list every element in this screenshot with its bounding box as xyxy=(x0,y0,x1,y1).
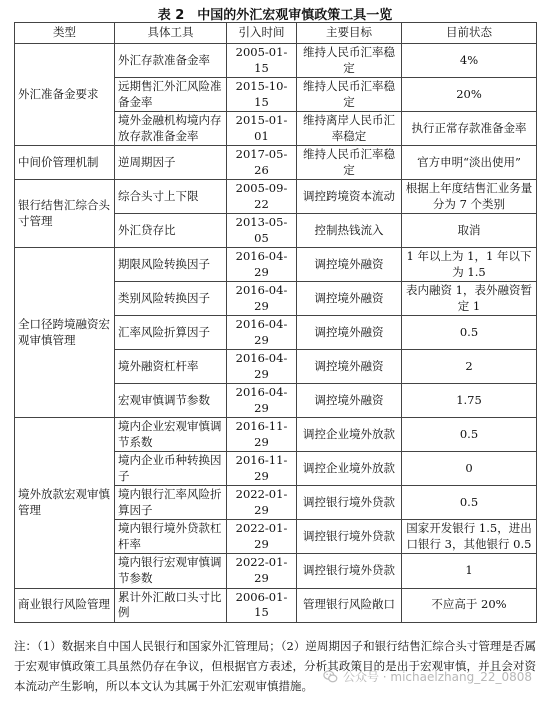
date-cell: 2017-05-26 xyxy=(227,146,297,180)
table-row xyxy=(15,588,537,622)
tool-cell: 境内银行宏观审慎调节参数 xyxy=(115,554,227,588)
status-cell: 表内融资 1，表外融资暂定 1 xyxy=(402,282,537,316)
date-cell: 2022-01-29 xyxy=(227,554,297,588)
header-goal: 主要目标 xyxy=(297,23,402,44)
header-row xyxy=(15,23,537,44)
tool-cell: 境内银行汇率风险折算因子 xyxy=(115,486,227,520)
tool-cell: 境外融资杠杆率 xyxy=(115,350,227,384)
tool-cell: 综合头寸上下限 xyxy=(115,180,227,214)
tool-cell: 宏观审慎调节参数 xyxy=(115,384,227,418)
tool-cell: 外汇贷存比 xyxy=(115,214,227,248)
table-row xyxy=(15,44,537,78)
date-cell: 2005-01-15 xyxy=(227,44,297,78)
date-cell: 2016-04-29 xyxy=(227,248,297,282)
status-cell: 0 xyxy=(402,452,537,486)
wechat-icon xyxy=(323,669,338,684)
date-cell: 2013-05-05 xyxy=(227,214,297,248)
goal-cell: 调控境外融资 xyxy=(297,350,402,384)
policy-table xyxy=(14,22,537,623)
tool-cell: 累计外汇敞口头寸比例 xyxy=(115,588,227,622)
tool-cell: 远期售汇外汇风险准备金率 xyxy=(115,78,227,112)
watermark-text: 公众号 · michaelzhang_22_0808 xyxy=(342,670,532,684)
status-cell: 1 年以上为 1，1 年以下为 1.5 xyxy=(402,248,537,282)
status-cell: 官方申明“淡出使用” xyxy=(402,146,537,180)
header-date: 引入时间 xyxy=(227,23,297,44)
category-cell: 银行结售汇综合头寸管理 xyxy=(15,180,115,248)
status-cell: 执行正常存款准备金率 xyxy=(402,112,537,146)
tool-cell: 境外金融机构境内存放存款准备金率 xyxy=(115,112,227,146)
goal-cell: 维持人民币汇率稳定 xyxy=(297,146,402,180)
goal-cell: 调控企业境外放款 xyxy=(297,452,402,486)
header-tool: 具体工具 xyxy=(115,23,227,44)
goal-cell: 维持人民币汇率稳定 xyxy=(297,78,402,112)
table-row xyxy=(15,180,537,214)
tool-cell: 境内企业币种转换因子 xyxy=(115,452,227,486)
date-cell: 2016-04-29 xyxy=(227,384,297,418)
category-cell: 全口径跨境融资宏观审慎管理 xyxy=(15,248,115,418)
status-cell: 1 xyxy=(402,554,537,588)
goal-cell: 管理银行风险敞口 xyxy=(297,588,402,622)
status-cell: 0.5 xyxy=(402,486,537,520)
table-row xyxy=(15,418,537,452)
goal-cell: 调控银行境外贷款 xyxy=(297,486,402,520)
date-cell: 2006-01-15 xyxy=(227,588,297,622)
date-cell: 2016-04-29 xyxy=(227,350,297,384)
status-cell: 国家开发银行 1.5，进出口银行 3，其他银行 0.5 xyxy=(402,520,537,554)
footnote: 注：（1）数据来自中国人民银行和国家外汇管理局；（2）逆周期因子和银行结售汇综合头寸管理是否属于宏观审慎政策工具虽然仍存在争议，但根据官方表述，分析其政策目的是出于宏观审慎，并且会对资本流动产生影响，所以本文认为其属于外汇宏观审慎措施。 xyxy=(14,639,536,693)
tool-cell: 类别风险转换因子 xyxy=(115,282,227,316)
status-cell: 0.5 xyxy=(402,316,537,350)
category-cell: 外汇准备金要求 xyxy=(15,44,115,146)
goal-cell: 调控银行境外贷款 xyxy=(297,554,402,588)
goal-cell: 调控境外融资 xyxy=(297,248,402,282)
goal-cell: 调控境外融资 xyxy=(297,384,402,418)
goal-cell: 控制热钱流入 xyxy=(297,214,402,248)
tool-cell: 期限风险转换因子 xyxy=(115,248,227,282)
status-cell: 20% xyxy=(402,78,537,112)
watermark xyxy=(323,668,532,685)
status-cell: 1.75 xyxy=(402,384,537,418)
tool-cell: 境内企业宏观审慎调节系数 xyxy=(115,418,227,452)
table-row xyxy=(15,146,537,180)
date-cell: 2022-01-29 xyxy=(227,520,297,554)
date-cell: 2016-11-29 xyxy=(227,452,297,486)
tool-cell: 外汇存款准备金率 xyxy=(115,44,227,78)
status-cell: 取消 xyxy=(402,214,537,248)
status-cell: 根据上年度结售汇业务量分为 7 个类别 xyxy=(402,180,537,214)
goal-cell: 调控境外融资 xyxy=(297,316,402,350)
status-cell: 不应高于 20% xyxy=(402,588,537,622)
header-type: 类型 xyxy=(15,23,115,44)
category-cell: 商业银行风险管理 xyxy=(15,588,115,622)
goal-cell: 调控企业境外放款 xyxy=(297,418,402,452)
goal-cell: 调控银行境外贷款 xyxy=(297,520,402,554)
goal-cell: 调控跨境资本流动 xyxy=(297,180,402,214)
status-cell: 0.5 xyxy=(402,418,537,452)
date-cell: 2016-04-29 xyxy=(227,282,297,316)
date-cell: 2005-09-22 xyxy=(227,180,297,214)
table-body xyxy=(15,44,537,623)
goal-cell: 调控境外融资 xyxy=(297,282,402,316)
date-cell: 2015-01-01 xyxy=(227,112,297,146)
status-cell: 4% xyxy=(402,44,537,78)
table-row xyxy=(15,248,537,282)
date-cell: 2022-01-29 xyxy=(227,486,297,520)
table-title: 表 2 中国的外汇宏观审慎政策工具一览 xyxy=(157,8,393,23)
tool-cell: 汇率风险折算因子 xyxy=(115,316,227,350)
date-cell: 2016-04-29 xyxy=(227,316,297,350)
goal-cell: 维持人民币汇率稳定 xyxy=(297,44,402,78)
category-cell: 境外放款宏观审慎管理 xyxy=(15,418,115,588)
category-cell: 中间价管理机制 xyxy=(15,146,115,180)
tool-cell: 境内银行境外贷款杠杆率 xyxy=(115,520,227,554)
tool-cell: 逆周期因子 xyxy=(115,146,227,180)
date-cell: 2015-10-15 xyxy=(227,78,297,112)
status-cell: 2 xyxy=(402,350,537,384)
date-cell: 2016-11-29 xyxy=(227,418,297,452)
header-status: 目前状态 xyxy=(402,23,537,44)
goal-cell: 维持离岸人民币汇率稳定 xyxy=(297,112,402,146)
